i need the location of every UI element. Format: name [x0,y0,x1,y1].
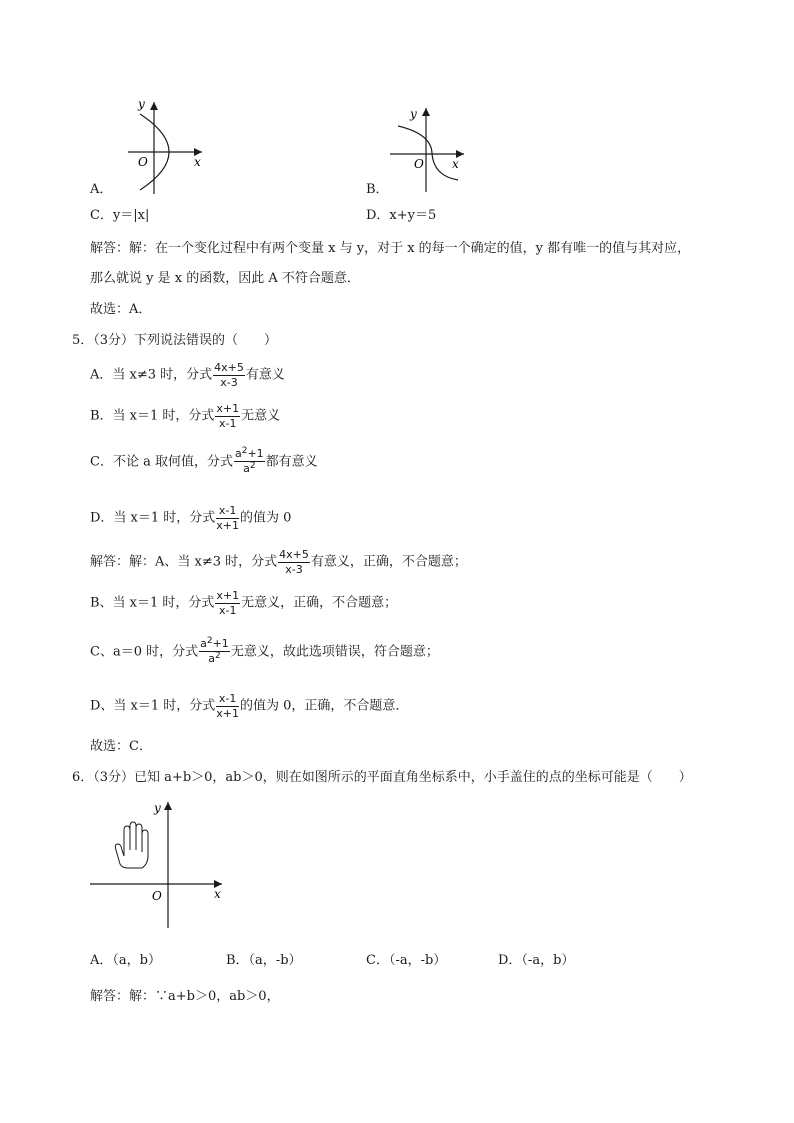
q5-option-b-post: 无意义 [241,408,281,424]
q5-answer-a-post: 有意义，正确，不合题意； [310,554,467,570]
q5-answer-b-fraction [215,590,240,616]
graph-b-x-label: x [452,157,459,171]
hand-icon [115,822,148,868]
q5-option-d [90,505,291,531]
q4-answer-line1: 解答：解：在一个变化过程中有两个变量 x 与 y，对于 x 的每一个确定的值，y 都有唯一的值与其对应， [90,241,691,256]
q5-answer-d-post: 的值为 0，正确，不合题意． [240,698,409,714]
q5-option-a [90,362,285,388]
q5-answer-a [90,549,467,575]
q5-option-c-pre: C．不论 a 取何值，分式 [90,454,233,470]
graph-a-origin: O [138,155,148,169]
q5-answer-b-post: 无意义，正确，不合题意； [241,595,398,611]
q5-answer-a-pre: 解答：解：A、当 x≠3 时，分式 [90,554,278,570]
graph-b [388,104,468,194]
q5-option-a-den: x-3 [220,375,238,389]
q5-answer-a-num: 4x+5 [279,548,309,561]
q5-option-a-fraction [213,362,245,388]
q5-answer-d-fraction [216,693,239,719]
q6-answer: 解答：解：∵a+b＞0，ab＞0， [90,989,280,1004]
q5-option-a-num: 4x+5 [214,361,244,374]
q5-answer-c [90,638,439,666]
q5-answer-a-den: x-3 [285,562,303,576]
q4-choice: 故选：A． [90,302,152,317]
q4-option-c: C．y＝|x| [90,208,150,223]
q5-option-c-post: 都有意义 [265,454,318,470]
q5-answer-b-den: x-1 [219,603,237,617]
q5-stem: 5．（3分）下列说法错误的（ ） [72,333,278,348]
q5-option-c-fraction [234,448,265,476]
q5-answer-d-num: x-1 [216,693,239,707]
q6-stem: 6．（3分）已知 a+b＞0，ab＞0，则在如图所示的平面直角坐标系中，小手盖住的点的坐标可能是（ ） [72,770,692,785]
q5-option-a-post: 有意义 [245,367,285,383]
q5-answer-a-fraction [278,549,310,575]
q5-answer-c-num: $a^2+1$ [199,638,230,652]
q5-option-d-num: x-1 [216,505,239,519]
q6-graph-x-label: x [214,887,221,901]
q5-answer-c-pre: C、a＝0 时，分式 [90,644,199,660]
q6-graph-y-label: y [154,801,161,815]
q5-option-c-num: $a^2+1$ [234,448,265,462]
q5-option-b [90,403,280,429]
q4-option-b: B． [366,182,389,197]
q5-answer-b [90,590,397,616]
graph-a-y-label: y [138,97,145,111]
q4-answer-line2: 那么就说 y 是 x 的函数，因此 A 不符合题意． [90,271,360,286]
q5-option-b-fraction [215,403,240,429]
q5-option-d-pre: D．当 x＝1 时，分式 [90,510,216,526]
graph-b-y-label: y [410,107,417,121]
q5-option-b-den: x-1 [219,416,237,430]
q6-option-c: C．（-a，-b） [366,953,447,968]
q5-answer-c-fraction [199,638,230,666]
q5-choice: 故选：C． [90,739,152,754]
q5-option-d-fraction [216,505,239,531]
q5-option-c-den: $a^2$ [243,461,256,476]
q5-answer-d [90,693,408,719]
q6-graph-origin: O [152,889,162,903]
q5-option-b-pre: B．当 x＝1 时，分式 [90,408,215,424]
q6-graph [88,798,228,930]
q5-option-a-pre: A．当 x≠3 时，分式 [90,367,213,383]
q5-option-b-num: x+1 [216,402,240,415]
q5-answer-c-den: $a^2$ [208,651,221,666]
q5-option-d-den: x+1 [216,518,240,532]
q5-answer-c-post: 无意义，故此选项错误，符合题意； [230,644,439,660]
q5-answer-b-pre: B、当 x＝1 时，分式 [90,595,215,611]
q6-option-a: A．（a，b） [90,953,161,968]
q5-answer-d-pre: D、当 x＝1 时，分式 [90,698,216,714]
graph-a [108,96,208,196]
q6-option-b: B．（a，-b） [226,953,302,968]
q4-option-d: D．x+y＝5 [366,208,437,223]
graph-a-x-label: x [194,155,201,169]
q6-option-d: D．（-a，b） [498,953,575,968]
q5-option-c [90,448,318,476]
q5-answer-d-den: x+1 [216,706,240,720]
q5-answer-b-num: x+1 [216,589,240,602]
q4-option-a: A． [90,182,113,197]
graph-b-origin: O [414,157,424,171]
q5-option-d-post: 的值为 0 [240,510,292,526]
